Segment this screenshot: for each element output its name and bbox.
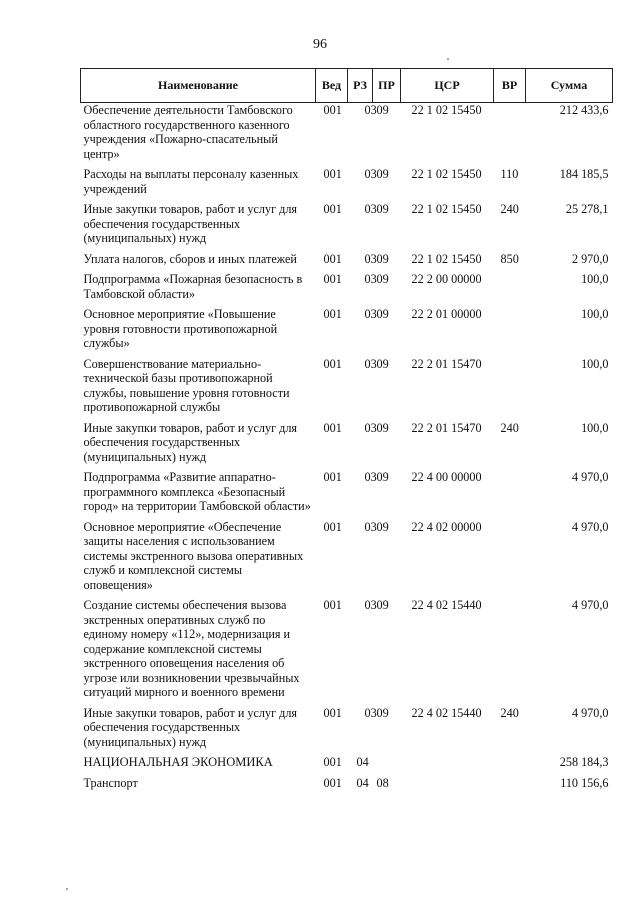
header-ved: Вед (316, 69, 348, 103)
cell-vr (494, 520, 526, 599)
cell-rz: 03 (364, 307, 377, 321)
cell-vr (494, 357, 526, 421)
cell-sum: 212 433,6 (559, 103, 609, 117)
cell-pr: 09 (376, 251, 389, 266)
cell-vr: 240 (500, 705, 519, 720)
cell-vr: 850 (500, 251, 519, 266)
cell-name: НАЦИОНАЛЬНАЯ ЭКОНОМИКА (83, 755, 273, 769)
cell-vr (494, 272, 526, 307)
cell-pr: 09 (376, 470, 389, 484)
table-row (81, 421, 613, 471)
table-row (81, 598, 613, 706)
cell-csr: 22 4 00 00000 (411, 470, 482, 484)
cell-sum: 258 184,3 (559, 755, 609, 769)
cell-pr: 09 (376, 598, 389, 612)
cell-ved: 001 (323, 705, 342, 720)
cell-sum: 100,0 (581, 307, 609, 321)
cell-ved: 001 (323, 598, 342, 612)
cell-rz: 03 (364, 420, 377, 435)
cell-name: Совершенствование материально-технической базы противопожарной службы, повышение уровня готовности противопожарной службы (83, 356, 290, 414)
cell-pr: 09 (376, 420, 389, 435)
cell-pr: 09 (376, 202, 389, 216)
cell-sum: 100,0 (581, 272, 609, 286)
cell-csr: 22 1 02 15450 (411, 167, 482, 181)
cell-vr (494, 103, 526, 168)
cell-ved: 001 (323, 775, 342, 790)
cell-csr: 22 2 01 15470 (411, 420, 482, 435)
cell-vr (494, 470, 526, 520)
cell-name: Иные закупки товаров, работ и услуг для обеспечения государственных (муниципальных) нужд (83, 202, 298, 245)
cell-name: Основное мероприятие «Повышение уровня готовности противопожарной службы» (83, 307, 278, 350)
table-row (81, 755, 613, 776)
cell-pr: 08 (376, 775, 389, 790)
cell-name: Подпрограмма «Пожарная безопасность в Тамбовской области» (83, 272, 303, 301)
cell-vr: 240 (500, 202, 519, 216)
cell-sum: 110 156,6 (560, 775, 609, 790)
cell-name: Транспорт (83, 775, 138, 790)
table-row (81, 357, 613, 421)
cell-rz: 03 (364, 103, 377, 117)
cell-csr: 22 1 02 15450 (411, 202, 482, 216)
table-row (81, 706, 613, 756)
cell-ved: 001 (323, 420, 342, 435)
table-row (81, 252, 613, 273)
header-name: Наименование (81, 69, 316, 103)
cell-sum: 4 970,0 (571, 470, 609, 484)
cell-ved: 001 (323, 519, 342, 534)
cell-vr (494, 598, 526, 706)
table-header (81, 69, 613, 103)
cell-vr (494, 307, 526, 357)
cell-rz: 04 (356, 755, 369, 769)
cell-ved: 001 (323, 272, 342, 286)
cell-vr (494, 776, 526, 797)
header-sum: Сумма (526, 69, 613, 103)
scan-speck (447, 58, 449, 60)
budget-table (80, 68, 613, 796)
cell-sum: 4 970,0 (571, 705, 609, 720)
cell-rz: 03 (364, 167, 377, 181)
cell-pr (373, 755, 401, 776)
cell-pr: 09 (376, 307, 389, 321)
cell-sum: 4 970,0 (571, 598, 609, 612)
cell-csr: 22 2 01 00000 (411, 307, 482, 321)
cell-ved: 001 (323, 755, 342, 769)
cell-name: Иные закупки товаров, работ и услуг для обеспечения государственных (муниципальных) нужд (83, 705, 298, 749)
table-row (81, 272, 613, 307)
cell-ved: 001 (323, 202, 342, 216)
cell-name: Создание системы обеспечения вызова экстренных оперативных служб по единому номеру «112», модернизация и содержание комплексной системы экстренного оповещения населения об угрозе или возникновении чрезвычайных ситуаций мирного и военного времени (83, 598, 300, 699)
cell-ved: 001 (323, 470, 342, 484)
cell-sum: 100,0 (581, 420, 609, 435)
cell-rz: 03 (364, 356, 377, 371)
cell-vr: 240 (500, 420, 519, 435)
cell-name: Подпрограмма «Развитие аппаратно-программного комплекса «Безопасный город» на территории Тамбовской области» (83, 470, 311, 513)
header-row (81, 69, 613, 103)
cell-ved: 001 (323, 103, 342, 117)
cell-ved: 001 (323, 251, 342, 266)
table-body (81, 103, 613, 797)
cell-pr: 09 (376, 356, 389, 371)
table-row (81, 520, 613, 599)
cell-rz: 03 (364, 202, 377, 216)
cell-rz: 03 (364, 272, 377, 286)
cell-ved: 001 (323, 167, 342, 181)
cell-sum: 2 970,0 (571, 251, 609, 266)
cell-rz: 03 (364, 519, 377, 534)
header-csr: ЦСР (401, 69, 494, 103)
table-row (81, 307, 613, 357)
cell-name: Уплата налогов, сборов и иных платежей (83, 251, 297, 266)
cell-rz: 04 (356, 775, 369, 790)
header-vr: ВР (494, 69, 526, 103)
cell-rz: 03 (364, 598, 377, 612)
header-rz: РЗ (348, 69, 373, 103)
cell-sum: 4 970,0 (571, 519, 609, 534)
cell-name: Иные закупки товаров, работ и услуг для обеспечения государственных (муниципальных) нужд (83, 420, 298, 464)
cell-sum: 25 278,1 (565, 202, 609, 216)
cell-name: Расходы на выплаты персоналу казенных учреждений (83, 167, 299, 196)
cell-ved: 001 (323, 307, 342, 321)
cell-name: Обеспечение деятельности Тамбовского областного государственного казенного учреждения «Пожарно-спасательный центр» (83, 103, 293, 161)
table-row (81, 776, 613, 797)
cell-ved: 001 (323, 356, 342, 371)
cell-pr: 09 (376, 103, 389, 117)
cell-vr (494, 755, 526, 776)
cell-csr (401, 755, 494, 776)
cell-csr: 22 1 02 15450 (411, 103, 482, 117)
cell-csr: 22 4 02 00000 (411, 519, 482, 534)
cell-csr (401, 776, 494, 797)
header-pr: ПР (373, 69, 401, 103)
cell-rz: 03 (364, 251, 377, 266)
cell-pr: 09 (376, 167, 389, 181)
cell-csr: 22 2 01 15470 (411, 356, 482, 371)
cell-csr: 22 1 02 15450 (411, 251, 482, 266)
table-row (81, 470, 613, 520)
page-number: 96 (313, 37, 327, 52)
cell-pr: 09 (376, 705, 389, 720)
cell-sum: 100,0 (581, 356, 609, 371)
table-row (81, 167, 613, 202)
cell-vr: 110 (500, 167, 519, 181)
cell-sum: 184 185,5 (559, 167, 609, 181)
cell-pr: 09 (376, 519, 389, 534)
scan-speck (66, 888, 68, 890)
table-row (81, 103, 613, 168)
cell-rz: 03 (364, 470, 377, 484)
cell-rz: 03 (364, 705, 377, 720)
cell-pr: 09 (376, 272, 389, 286)
cell-csr: 22 4 02 15440 (411, 598, 482, 612)
cell-name: Основное мероприятие «Обеспечение защиты населения с использованием системы экстренного вызова оперативных служб и комплексной системы оповещения» (83, 519, 304, 592)
table-row (81, 202, 613, 252)
cell-csr: 22 2 00 00000 (411, 272, 482, 286)
cell-csr: 22 4 02 15440 (411, 705, 482, 720)
